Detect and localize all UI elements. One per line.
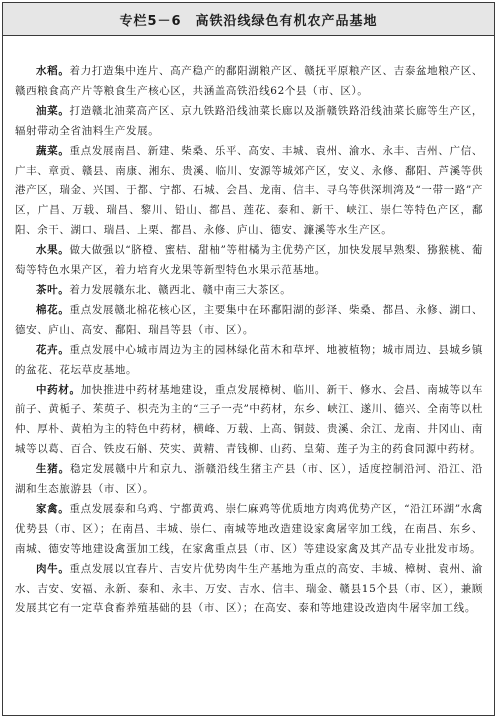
paragraph-poultry <box>15 500 483 560</box>
paragraph-vegetables <box>15 142 483 242</box>
paragraph-text: 做大做强以“脐橙、蜜桔、甜柚”等柑橘为主优势产区，加快发展早熟梨、猕猴桃、葡萄等特色水果产区，着力培育火龙果等新型特色水果示范基地。 <box>15 244 483 277</box>
box-content <box>3 36 494 625</box>
paragraph-flowers <box>15 341 483 381</box>
paragraph-text: 稳定发展赣中片和京九、浙赣沿线生猪主产县（市、区），适度控制沿河、沿江、沿湖和生态旅游县（市、区）。 <box>15 463 483 496</box>
paragraph-label: 中药材。 <box>36 383 81 396</box>
paragraph-text: 重点发展南昌、新建、柴桑、乐平、高安、丰城、袁州、渝水、永丰、吉州、广信、广丰、章贡、赣县、南康、湘东、贵溪、临川、安源等城郊产区，安义、永修、鄱阳、芦溪等供港产区，瑞金、兴国、于都、宁都、石城、会昌、龙南、信丰、寻乌等供深圳湾及“一带一路”产区，广昌、万载、瑞昌、黎川、铅山、都昌、莲花、泰和、新干、峡江、崇仁等特色产区，鄱阳、余干、湖口、瑞昌、上栗、都昌、永修、庐山、德安、濂溪等水生产区。 <box>15 144 483 237</box>
paragraph-text: 重点发展中心城市周边为主的园林绿化苗木和草坪、地被植物；城市周边、县城乡镇的盆花、花坛草皮基地。 <box>15 343 483 376</box>
paragraph-label: 茶叶。 <box>36 283 70 296</box>
box-title-bar <box>3 3 494 36</box>
paragraph-herbs <box>15 381 483 461</box>
paragraph-text: 重点发展以宜春片、吉安片优势肉牛生产基地为重点的高安、丰城、樟树、袁州、渝水、吉安、安福、永新、泰和、永丰、万安、吉水、信丰、瑞金、赣县15个县（市、区），兼顾发展其它有一定草食畜养殖基础的县（市、区）；在高安、泰和等地建设改造肉牛屠宰加工线。 <box>15 562 483 615</box>
paragraph-text: 着力发展赣东北、赣西北、赣中南三大茶区。 <box>69 283 292 296</box>
paragraph-label: 水稻。 <box>36 65 70 77</box>
paragraph-cotton <box>15 301 483 341</box>
paragraph-tea <box>15 281 483 301</box>
paragraph-rapeseed <box>15 102 483 142</box>
paragraph-label: 水果。 <box>36 244 70 257</box>
box-number: 专栏5－6 <box>119 13 182 29</box>
box-title: 高铁沿线绿色有机农产品基地 <box>195 13 378 29</box>
paragraph-label: 油菜。 <box>36 104 70 117</box>
paragraph-text: 重点发展赣北棉花核心区，主要集中在环鄱阳湖的彭泽、柴桑、都昌、永修、湖口、德安、庐山、高安、鄱阳、瑞昌等县（市、区）。 <box>15 303 483 336</box>
paragraph-label: 棉花。 <box>36 303 70 316</box>
paragraph-label: 肉牛。 <box>36 562 70 575</box>
paragraph-label: 家禽。 <box>36 502 70 515</box>
paragraph-rice <box>15 62 483 102</box>
paragraph-fruit <box>15 241 483 281</box>
paragraph-label: 花卉。 <box>36 343 70 356</box>
paragraph-text: 重点发展泰和乌鸡、宁都黄鸡、崇仁麻鸡等优质地方肉鸡优势产区，“沿江环湖”水禽优势县（市、区）；在南昌、丰城、崇仁、南城等地改造建设家禽屠宰加工线，在南昌、东乡、南城、德安等地建设禽蛋加工线，在家禽重点县（市、区）等建设家禽及其产品专业批发市场。 <box>15 502 483 555</box>
paragraph-label: 蔬菜。 <box>36 144 70 157</box>
paragraph-text: 着力打造集中连片、高产稳产的鄱阳湖粮产区、赣抚平原粮产区、吉泰盆地粮产区、赣西粮食高产片等粮食生产核心区，共涵盖高铁沿线62个县（市、区）。 <box>15 65 483 97</box>
paragraph-text: 打造赣北油菜高产区、京九铁路沿线油菜长廊以及浙赣铁路沿线油菜长廊等生产区，辐射带动全省油料生产发展。 <box>15 104 483 137</box>
paragraph-beef <box>15 560 483 620</box>
paragraph-text: 加快推进中药材基地建设，重点发展樟树、临川、新干、修水、会昌、南城等以车前子、黄栀子、茱萸子、枳壳为主的“三子一壳”中药材，东乡、峡江、遂川、德兴、全南等以杜仲、厚朴、黄柏为主的特色中药材，横峰、万载、上高、铜鼓、贵溪、余江、龙南、井冈山、南城等以葛、百合、铁皮石斛、芡实、黄精、青钱柳、山药、皇菊、莲子为主的药食同源中药材。 <box>15 383 483 456</box>
paragraph-pigs <box>15 460 483 500</box>
paragraph-label: 生猪。 <box>36 463 70 476</box>
column-box <box>2 2 495 716</box>
